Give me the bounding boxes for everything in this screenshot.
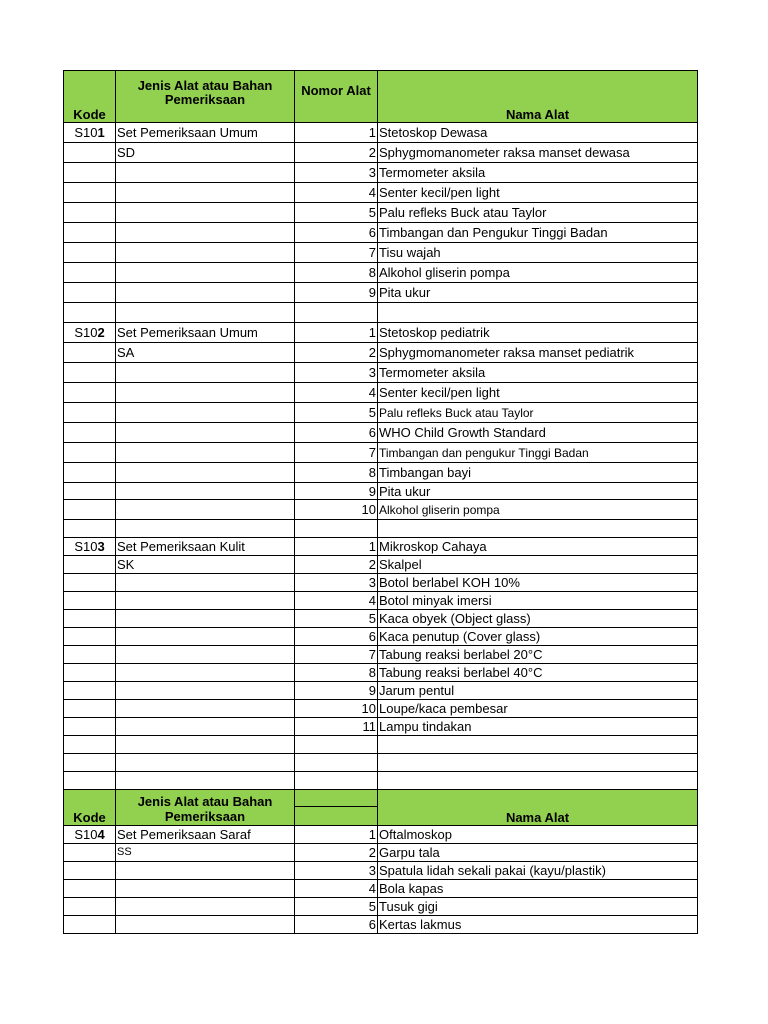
nama-cell: WHO Child Growth Standard: [378, 423, 698, 443]
nomor-cell: 2: [295, 143, 378, 163]
jenis-cell-empty: [116, 243, 295, 263]
kode-cell-empty: [64, 556, 116, 574]
jenis-cell-empty: [116, 163, 295, 183]
jenis-cell-empty: [116, 483, 295, 500]
nama-cell: Sphygmomanometer raksa manset dewasa: [378, 143, 698, 163]
nomor-cell: 5: [295, 610, 378, 628]
jenis-sub-cell: SK: [116, 556, 295, 574]
nomor-cell: 4: [295, 592, 378, 610]
nama-cell: Tabung reaksi berlabel 20°C: [378, 646, 698, 664]
kode-suffix: 2: [97, 325, 105, 340]
jenis-cell-empty: [116, 263, 295, 283]
nomor-cell: 6: [295, 423, 378, 443]
header-nomor-blank: [295, 790, 378, 826]
nomor-cell: 4: [295, 880, 378, 898]
kode-cell-empty: [64, 383, 116, 403]
table-row: [64, 538, 698, 556]
header-jenis: Jenis Alat atau Bahan Pemeriksaan: [116, 71, 295, 123]
nomor-cell: 9: [295, 483, 378, 500]
table-row: [64, 183, 698, 203]
kode-cell: [64, 826, 116, 844]
kode-cell-empty: [64, 916, 116, 934]
nama-cell: Pita ukur: [378, 283, 698, 303]
nomor-cell: 3: [295, 163, 378, 183]
kode-cell-empty: [64, 700, 116, 718]
blank-cell: [64, 754, 116, 772]
jenis-sub-cell: SD: [116, 143, 295, 163]
jenis-cell-empty: [116, 700, 295, 718]
nomor-cell: 6: [295, 628, 378, 646]
kode-cell-empty: [64, 880, 116, 898]
blank-cell: [378, 736, 698, 754]
table-row: [64, 628, 698, 646]
jenis-cell-empty: [116, 203, 295, 223]
jenis-cell-empty: [116, 383, 295, 403]
nomor-cell: 9: [295, 682, 378, 700]
nama-cell: Timbangan bayi: [378, 463, 698, 483]
kode-cell-empty: [64, 463, 116, 483]
jenis-cell: Set Pemeriksaan Umum: [116, 123, 295, 143]
blank-cell: [295, 772, 378, 790]
kode-cell-empty: [64, 483, 116, 500]
nomor-cell: 4: [295, 383, 378, 403]
header-nama: Nama Alat: [378, 790, 698, 826]
table-row: [64, 483, 698, 500]
nama-cell: Senter kecil/pen light: [378, 383, 698, 403]
jenis-cell: Set Pemeriksaan Umum: [116, 323, 295, 343]
kode-cell: [64, 538, 116, 556]
jenis-cell-empty: [116, 223, 295, 243]
nomor-cell: 3: [295, 862, 378, 880]
table-row: [64, 203, 698, 223]
blank-cell: [116, 303, 295, 323]
nama-cell: Tusuk gigi: [378, 898, 698, 916]
blank-cell: [64, 520, 116, 538]
nama-cell: Stetoskop pediatrik: [378, 323, 698, 343]
table-header-row-repeat: [64, 790, 698, 826]
blank-cell: [64, 772, 116, 790]
kode-cell-empty: [64, 844, 116, 862]
nomor-cell: 5: [295, 403, 378, 423]
kode-cell-empty: [64, 718, 116, 736]
kode-cell-empty: [64, 343, 116, 363]
table-row: [64, 862, 698, 880]
nama-cell: Alkohol gliserin pompa: [378, 500, 698, 520]
header-jenis: Jenis Alat atau Bahan Pemeriksaan: [116, 790, 295, 826]
header-nomor: Nomor Alat: [295, 71, 378, 123]
nomor-cell: 6: [295, 916, 378, 934]
nomor-cell: 6: [295, 223, 378, 243]
kode-cell-empty: [64, 223, 116, 243]
equipment-table-sheet: [63, 70, 697, 934]
table-row: [64, 343, 698, 363]
kode-cell-empty: [64, 664, 116, 682]
blank-row: [64, 754, 698, 772]
jenis-cell-empty: [116, 592, 295, 610]
table-row: [64, 664, 698, 682]
kode-cell-empty: [64, 143, 116, 163]
nomor-cell: 2: [295, 343, 378, 363]
jenis-cell-empty: [116, 574, 295, 592]
nama-cell: Botol minyak imersi: [378, 592, 698, 610]
kode-cell-empty: [64, 610, 116, 628]
table-row: [64, 898, 698, 916]
table-row: [64, 123, 698, 143]
kode-cell-empty: [64, 862, 116, 880]
kode-cell-empty: [64, 183, 116, 203]
nomor-cell: 1: [295, 123, 378, 143]
nama-cell: Alkohol gliserin pompa: [378, 263, 698, 283]
table-row: [64, 682, 698, 700]
header-nomor-split: [295, 790, 377, 807]
jenis-cell-empty: [116, 718, 295, 736]
jenis-cell-empty: [116, 862, 295, 880]
jenis-cell-empty: [116, 183, 295, 203]
jenis-cell-empty: [116, 463, 295, 483]
nomor-cell: 8: [295, 263, 378, 283]
table-row: [64, 592, 698, 610]
kode-prefix: S10: [74, 325, 98, 340]
table-row: [64, 844, 698, 862]
nama-cell: Senter kecil/pen light: [378, 183, 698, 203]
blank-cell: [116, 772, 295, 790]
nomor-cell: 7: [295, 243, 378, 263]
nomor-cell: 9: [295, 283, 378, 303]
blank-row: [64, 303, 698, 323]
blank-cell: [295, 754, 378, 772]
table-row: [64, 718, 698, 736]
kode-cell-empty: [64, 628, 116, 646]
table-row: [64, 610, 698, 628]
table-row: [64, 363, 698, 383]
blank-cell: [378, 754, 698, 772]
table-row: [64, 323, 698, 343]
table-row: [64, 700, 698, 718]
table-row: [64, 423, 698, 443]
jenis-cell-empty: [116, 880, 295, 898]
blank-cell: [295, 736, 378, 754]
nama-cell: Stetoskop Dewasa: [378, 123, 698, 143]
nama-cell: Kaca penutup (Cover glass): [378, 628, 698, 646]
kode-suffix: 3: [97, 539, 105, 554]
nama-cell: Tabung reaksi berlabel 40°C: [378, 664, 698, 682]
nomor-cell: 11: [295, 718, 378, 736]
blank-cell: [64, 736, 116, 754]
kode-cell-empty: [64, 574, 116, 592]
kode-prefix: S10: [74, 827, 98, 842]
nama-cell: Jarum pentul: [378, 682, 698, 700]
table-row: [64, 443, 698, 463]
table-row: [64, 826, 698, 844]
table-row: [64, 916, 698, 934]
table-row: [64, 646, 698, 664]
nama-cell: Pita ukur: [378, 483, 698, 500]
blank-cell: [116, 736, 295, 754]
nomor-cell: 3: [295, 363, 378, 383]
kode-cell-empty: [64, 203, 116, 223]
nomor-cell: 1: [295, 538, 378, 556]
kode-suffix: 4: [97, 827, 105, 842]
nomor-cell: 8: [295, 463, 378, 483]
nama-cell: Tisu wajah: [378, 243, 698, 263]
kode-cell-empty: [64, 403, 116, 423]
jenis-cell-empty: [116, 363, 295, 383]
nama-cell: Kaca obyek (Object glass): [378, 610, 698, 628]
nomor-cell: 3: [295, 574, 378, 592]
nama-cell: Oftalmoskop: [378, 826, 698, 844]
kode-cell-empty: [64, 363, 116, 383]
kode-cell-empty: [64, 898, 116, 916]
nama-cell: Botol berlabel KOH 10%: [378, 574, 698, 592]
jenis-cell-empty: [116, 283, 295, 303]
kode-cell-empty: [64, 283, 116, 303]
nama-cell: Spatula lidah sekali pakai (kayu/plastik): [378, 862, 698, 880]
table-row: [64, 574, 698, 592]
table-row: [64, 223, 698, 243]
kode-cell-empty: [64, 163, 116, 183]
blank-cell: [378, 520, 698, 538]
nomor-cell: 1: [295, 323, 378, 343]
nama-cell: Sphygmomanometer raksa manset pediatrik: [378, 343, 698, 363]
blank-cell: [116, 754, 295, 772]
nama-cell: Palu refleks Buck atau Taylor: [378, 403, 698, 423]
nama-cell: Lampu tindakan: [378, 718, 698, 736]
blank-cell: [64, 303, 116, 323]
nomor-cell: 2: [295, 844, 378, 862]
jenis-cell-empty: [116, 664, 295, 682]
nomor-cell: 5: [295, 898, 378, 916]
nomor-cell: 7: [295, 646, 378, 664]
nama-cell: Termometer aksila: [378, 363, 698, 383]
kode-cell-empty: [64, 500, 116, 520]
jenis-sub-cell: SA: [116, 343, 295, 363]
jenis-cell-empty: [116, 423, 295, 443]
nomor-cell: 1: [295, 826, 378, 844]
jenis-sub-cell: SS: [116, 844, 295, 862]
nama-cell: Skalpel: [378, 556, 698, 574]
nama-cell: Mikroskop Cahaya: [378, 538, 698, 556]
table-row: [64, 263, 698, 283]
blank-row: [64, 736, 698, 754]
table-row: [64, 463, 698, 483]
jenis-cell-empty: [116, 500, 295, 520]
table-row: [64, 500, 698, 520]
nama-cell: Timbangan dan Pengukur Tinggi Badan: [378, 223, 698, 243]
nama-cell: Bola kapas: [378, 880, 698, 898]
table-row: [64, 163, 698, 183]
header-kode: Kode: [64, 790, 116, 826]
jenis-cell-empty: [116, 898, 295, 916]
kode-cell-empty: [64, 443, 116, 463]
jenis-cell-empty: [116, 610, 295, 628]
table-row: [64, 143, 698, 163]
nama-cell: Timbangan dan pengukur Tinggi Badan: [378, 443, 698, 463]
table-row: [64, 880, 698, 898]
kode-cell-empty: [64, 243, 116, 263]
jenis-cell-empty: [116, 682, 295, 700]
table-header-row: [64, 71, 698, 123]
nomor-cell: 2: [295, 556, 378, 574]
table-row: [64, 403, 698, 423]
kode-prefix: S10: [74, 539, 98, 554]
jenis-cell-empty: [116, 443, 295, 463]
blank-cell: [378, 772, 698, 790]
blank-cell: [295, 520, 378, 538]
nomor-cell: 7: [295, 443, 378, 463]
kode-cell-empty: [64, 682, 116, 700]
header-nama: Nama Alat: [378, 71, 698, 123]
nomor-cell: 4: [295, 183, 378, 203]
kode-cell-empty: [64, 592, 116, 610]
kode-prefix: S10: [74, 125, 98, 140]
kode-cell-empty: [64, 423, 116, 443]
blank-cell: [295, 303, 378, 323]
kode-cell: [64, 323, 116, 343]
equipment-table: [63, 70, 698, 934]
nama-cell: Kertas lakmus: [378, 916, 698, 934]
jenis-cell-empty: [116, 646, 295, 664]
nama-cell: Loupe/kaca pembesar: [378, 700, 698, 718]
nama-cell: Palu refleks Buck atau Taylor: [378, 203, 698, 223]
kode-cell-empty: [64, 263, 116, 283]
table-row: [64, 243, 698, 263]
nomor-cell: 10: [295, 700, 378, 718]
nomor-cell: 5: [295, 203, 378, 223]
blank-row: [64, 520, 698, 538]
blank-row: [64, 772, 698, 790]
nama-cell: Termometer aksila: [378, 163, 698, 183]
kode-cell: [64, 123, 116, 143]
nomor-cell: 10: [295, 500, 378, 520]
nama-cell: Garpu tala: [378, 844, 698, 862]
nomor-cell: 8: [295, 664, 378, 682]
kode-cell-empty: [64, 646, 116, 664]
header-kode: Kode: [64, 71, 116, 123]
equipment-table-body: [64, 71, 698, 934]
table-row: [64, 383, 698, 403]
jenis-cell-empty: [116, 916, 295, 934]
blank-cell: [116, 520, 295, 538]
jenis-cell-empty: [116, 403, 295, 423]
table-row: [64, 283, 698, 303]
jenis-cell-empty: [116, 628, 295, 646]
blank-cell: [378, 303, 698, 323]
jenis-cell: Set Pemeriksaan Kulit: [116, 538, 295, 556]
kode-suffix: 1: [97, 125, 105, 140]
jenis-cell: Set Pemeriksaan Saraf: [116, 826, 295, 844]
table-row: [64, 556, 698, 574]
